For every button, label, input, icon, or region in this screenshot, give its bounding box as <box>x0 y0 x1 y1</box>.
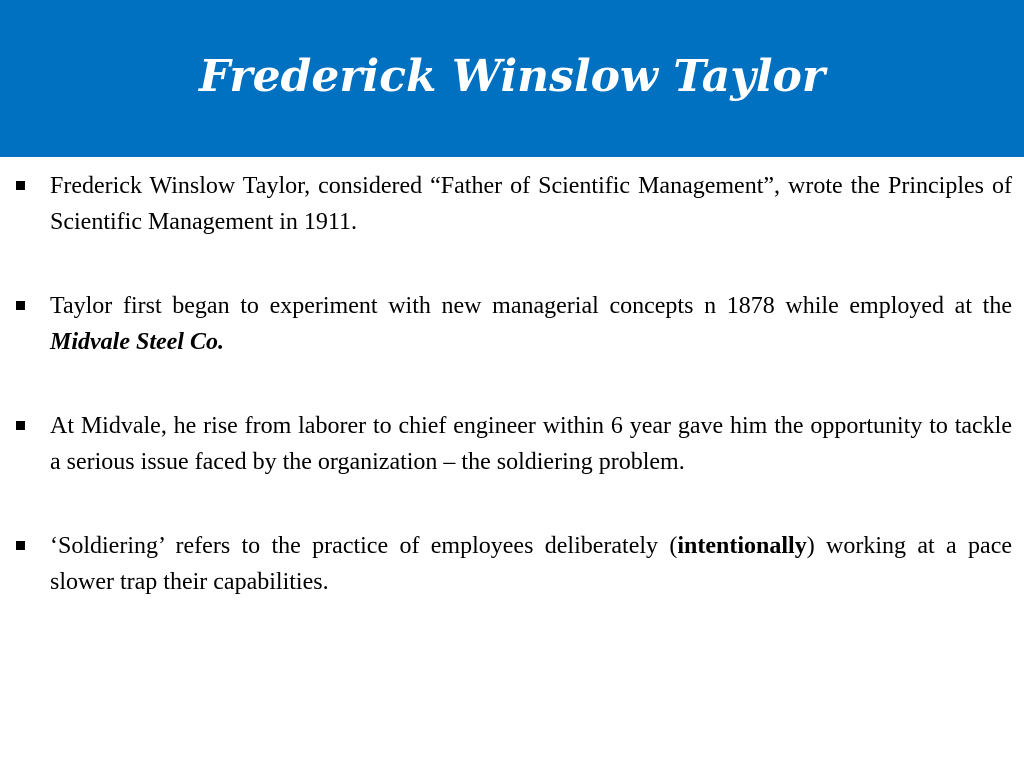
square-bullet-icon <box>16 301 25 310</box>
company-name: Midvale Steel Co. <box>50 329 224 355</box>
square-bullet-icon <box>16 541 25 550</box>
bullet-text-2 <box>50 288 1012 360</box>
bullet-list <box>14 168 1012 600</box>
bullet-text-1: Frederick Winslow Taylor, considered “Father of Scientific Management”, wrote the Principles of Scientific Management in 1911. <box>50 173 1012 235</box>
bullet-text-4 <box>50 528 1012 600</box>
bullet-item-4 <box>14 528 1012 600</box>
bullet-item-2 <box>14 288 1012 360</box>
square-bullet-icon <box>16 421 25 430</box>
slide-title: Frederick Winslow Taylor <box>198 51 826 102</box>
bullet-item-3 <box>14 408 1012 480</box>
bullet-item-1 <box>14 168 1012 240</box>
bold-term: intentionally <box>677 533 807 559</box>
bullet-text-4-lead: ‘Soldiering’ refers to the practice of employees deliberately ( <box>50 533 678 559</box>
title-bar <box>0 0 1024 157</box>
bullet-text-3: At Midvale, he rise from laborer to chief engineer within 6 year gave him the opportunity to tackle a serious issue faced by the organization – the soldiering problem. <box>50 413 1012 475</box>
bullet-text-2-lead: Taylor first began to experiment with new managerial concepts n 1878 while employed at the <box>50 293 1012 319</box>
square-bullet-icon <box>16 181 25 190</box>
bullet-text-4-tail: ) working at a pace slower trap their capabilities. <box>50 533 1012 595</box>
